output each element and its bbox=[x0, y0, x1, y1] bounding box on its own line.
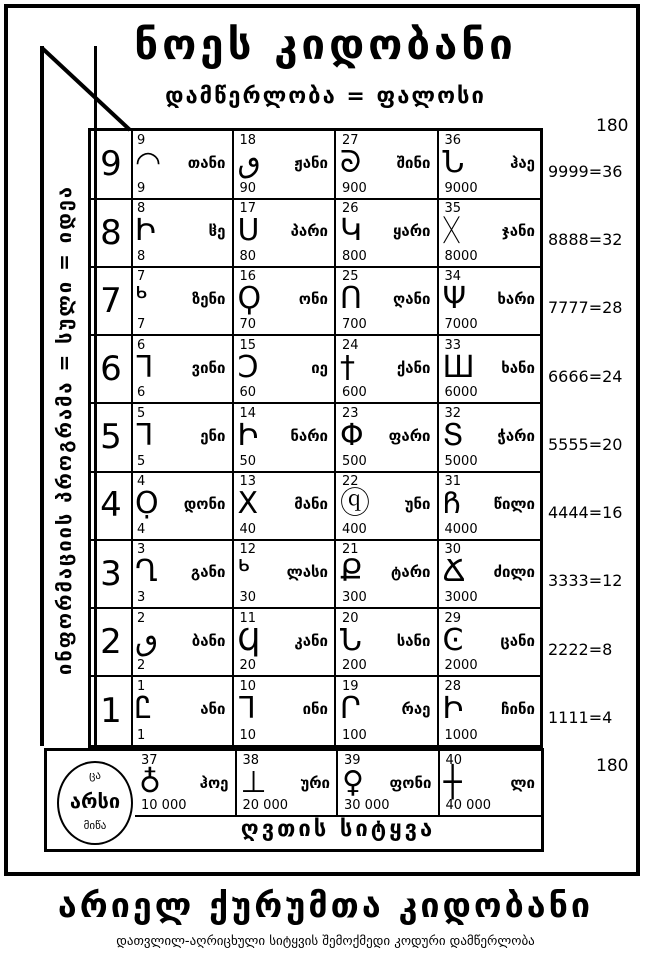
letter-index: 21 bbox=[342, 542, 359, 558]
letter-value: 500 bbox=[342, 453, 367, 469]
letter-name: ჰაე bbox=[510, 154, 535, 172]
letter-index: 30 bbox=[444, 542, 462, 558]
letter-value: 50 bbox=[239, 453, 257, 469]
total-top: 180 bbox=[596, 116, 629, 136]
letter-glyph: ⵝ bbox=[237, 486, 259, 522]
letter-cell bbox=[336, 472, 439, 539]
badge-bottom: მიწა bbox=[83, 819, 107, 832]
row-number: 5 bbox=[91, 404, 133, 471]
row-number: 2 bbox=[91, 609, 133, 676]
letter-cell bbox=[336, 267, 439, 334]
letter-index: 28 bbox=[444, 678, 462, 694]
letter-glyph: ٯ bbox=[135, 622, 159, 658]
letter-index: 16 bbox=[239, 269, 257, 285]
row-sum: 3333=12 bbox=[548, 571, 623, 591]
letter-value: 6000 bbox=[444, 385, 478, 401]
row-sum: 8888=32 bbox=[548, 230, 623, 250]
letter-index: 11 bbox=[239, 610, 257, 626]
letter-cell bbox=[131, 677, 234, 746]
badge-middle: არსი bbox=[69, 789, 121, 813]
letter-cell bbox=[439, 677, 542, 746]
letter-glyph: ᘐ bbox=[340, 145, 362, 180]
letter-cell bbox=[439, 472, 542, 539]
bottom-cells bbox=[135, 751, 541, 817]
letter-name: ღანი bbox=[393, 290, 431, 309]
letter-name: ჱე bbox=[208, 222, 226, 241]
letter-glyph: ◠ bbox=[135, 145, 162, 180]
letter-index: 8 bbox=[137, 201, 146, 217]
total-bottom: 180 bbox=[596, 756, 629, 776]
row-sum: 7777=28 bbox=[548, 298, 623, 318]
letter-grid bbox=[88, 128, 543, 748]
bottom-block bbox=[44, 748, 544, 852]
letter-glyph: Ϙ bbox=[237, 281, 262, 317]
row-number: 6 bbox=[91, 336, 133, 403]
letter-index: 34 bbox=[444, 269, 462, 285]
letter-glyph: † bbox=[340, 349, 355, 385]
letter-name: ჩინი bbox=[501, 699, 535, 718]
letter-glyph: Ի bbox=[135, 213, 156, 249]
letter-index: 5 bbox=[137, 405, 146, 421]
row-sum: 4444=16 bbox=[548, 503, 623, 523]
letter-cell bbox=[131, 199, 234, 266]
letter-name: წილი bbox=[493, 495, 535, 514]
letter-glyph: Ի bbox=[237, 417, 259, 453]
letter-value: 700 bbox=[342, 317, 367, 333]
letter-value: 7 bbox=[137, 317, 146, 333]
letter-glyph: Ш bbox=[442, 349, 475, 385]
letter-cell bbox=[234, 336, 337, 403]
letter-glyph: ᒣ bbox=[135, 349, 154, 385]
grid-row bbox=[91, 267, 540, 336]
letter-value: 3 bbox=[137, 590, 146, 606]
letter-glyph: Կ bbox=[340, 213, 362, 249]
bottom-letter-cell bbox=[338, 751, 440, 815]
letter-name: ლი bbox=[510, 774, 535, 792]
letter-glyph: Ꮭ bbox=[135, 690, 152, 726]
letter-index: 39 bbox=[344, 753, 361, 768]
letter-value: 30 000 bbox=[344, 798, 390, 813]
letter-value: 600 bbox=[342, 385, 367, 401]
letter-index: 37 bbox=[141, 753, 158, 768]
letter-name: უნი bbox=[404, 495, 431, 514]
letter-glyph: ᒃ bbox=[135, 281, 148, 317]
side-label: ინფორმაციის პროგრამა = სული = იდეა bbox=[52, 185, 76, 675]
letter-cell bbox=[131, 609, 234, 676]
letter-glyph: ♀ bbox=[342, 765, 364, 800]
letter-value: 4000 bbox=[444, 521, 478, 537]
letter-value: 1000 bbox=[444, 728, 478, 744]
footer-subtitle: დათვლილ-აღრიცხული სიტყვის შემოქმედი კოდური დამწერლობა bbox=[116, 934, 535, 949]
letter-name: ჰოე bbox=[199, 774, 229, 792]
bottom-letter-cell bbox=[237, 751, 339, 815]
letter-value: 1 bbox=[137, 728, 146, 744]
letter-name: ხანი bbox=[501, 358, 535, 377]
letter-cell bbox=[131, 472, 234, 539]
letter-value: 100 bbox=[342, 728, 367, 744]
letter-index: 15 bbox=[239, 337, 257, 353]
letter-index: 32 bbox=[444, 405, 462, 421]
letter-index: 14 bbox=[239, 405, 257, 421]
letter-index: 22 bbox=[342, 474, 359, 490]
letter-glyph: Ͻ bbox=[237, 349, 259, 385]
letter-value: 2000 bbox=[444, 658, 478, 674]
row-number: 3 bbox=[91, 540, 133, 607]
letter-value: 6 bbox=[137, 385, 146, 401]
letter-name: ხარი bbox=[497, 290, 535, 309]
letter-cell bbox=[234, 267, 337, 334]
letter-glyph: Ն bbox=[442, 145, 465, 180]
letter-cell bbox=[234, 199, 337, 266]
letter-cell bbox=[336, 336, 439, 403]
grid-row bbox=[91, 540, 540, 609]
letter-name: ონი bbox=[298, 290, 328, 309]
letter-index: 10 bbox=[239, 678, 257, 694]
letter-index: 31 bbox=[444, 474, 462, 490]
letter-value: 5 bbox=[137, 453, 146, 469]
letter-cell bbox=[131, 404, 234, 471]
letter-name: ზენი bbox=[191, 290, 226, 309]
letter-glyph: Ո bbox=[340, 281, 362, 317]
letter-cell bbox=[234, 540, 337, 607]
letter-glyph: Ọ bbox=[135, 486, 159, 522]
letter-glyph: Ս bbox=[237, 213, 260, 249]
letter-name: მანი bbox=[294, 495, 328, 514]
letter-cell bbox=[439, 540, 542, 607]
row-sum: 2222=8 bbox=[548, 639, 613, 659]
row-sum: 5555=20 bbox=[548, 434, 623, 454]
letter-index: 38 bbox=[242, 753, 260, 768]
letter-name: პარი bbox=[290, 222, 328, 241]
letter-name: ინი bbox=[302, 699, 328, 718]
letter-cell bbox=[131, 267, 234, 334]
letter-value: 9 bbox=[137, 180, 146, 196]
letter-cell bbox=[234, 131, 337, 198]
letter-value: 8000 bbox=[444, 248, 478, 264]
letter-index: 3 bbox=[137, 542, 146, 558]
letter-value: 10 000 bbox=[141, 798, 187, 813]
letter-cell bbox=[336, 404, 439, 471]
letter-name: ლასი bbox=[286, 563, 328, 582]
grid-row bbox=[91, 609, 540, 678]
page-title: ნოეს კიდობანი bbox=[134, 20, 517, 69]
row-number: 4 bbox=[91, 472, 133, 539]
letter-value: 400 bbox=[342, 521, 367, 537]
bottom-letter-cell bbox=[440, 751, 542, 815]
letter-name: ქანი bbox=[396, 358, 431, 377]
letter-value: 20 bbox=[239, 658, 257, 674]
letter-cell bbox=[336, 677, 439, 746]
letter-glyph: Φ bbox=[340, 417, 364, 453]
letter-cell bbox=[439, 267, 542, 334]
letter-glyph: ♁ bbox=[139, 765, 161, 800]
letter-cell bbox=[439, 404, 542, 471]
letter-glyph: ᚷ bbox=[442, 213, 461, 249]
letter-index: 25 bbox=[342, 269, 359, 285]
letter-value: 5000 bbox=[444, 453, 478, 469]
letter-name: განი bbox=[190, 563, 226, 582]
letter-glyph: Տ bbox=[442, 417, 464, 453]
page-subtitle: დამწერლობა = ფალოსი bbox=[165, 84, 486, 109]
letter-value: 800 bbox=[342, 248, 367, 264]
grid-row bbox=[91, 131, 540, 200]
letter-name: ჯანი bbox=[501, 222, 535, 241]
letter-value: 3000 bbox=[444, 590, 478, 606]
letter-cell bbox=[336, 540, 439, 607]
letter-index: 19 bbox=[342, 678, 359, 694]
letter-index: 23 bbox=[342, 405, 359, 421]
letter-value: 7000 bbox=[444, 317, 478, 333]
letter-glyph: ┼ bbox=[443, 765, 462, 800]
letter-cell bbox=[439, 336, 542, 403]
letter-glyph: ⊥ bbox=[240, 765, 267, 800]
letter-name: ვინი bbox=[191, 358, 226, 377]
letter-cell bbox=[439, 609, 542, 676]
letter-name: იე bbox=[311, 358, 328, 377]
letter-name: სანი bbox=[396, 631, 431, 650]
letter-name: ტარი bbox=[390, 563, 431, 582]
letter-cell bbox=[336, 609, 439, 676]
letter-index: 35 bbox=[444, 201, 462, 217]
bottom-letter-cell bbox=[135, 751, 237, 815]
letter-glyph: Ի bbox=[442, 690, 464, 726]
letter-value: 9000 bbox=[444, 180, 478, 196]
letter-value: 90 bbox=[239, 180, 257, 196]
letter-name: ცანი bbox=[500, 631, 535, 650]
letter-index: 27 bbox=[342, 133, 359, 148]
letter-index: 13 bbox=[239, 474, 257, 490]
letter-cell bbox=[131, 131, 234, 198]
letter-glyph: ᒃ bbox=[237, 554, 250, 590]
letter-value: 900 bbox=[342, 180, 367, 196]
letter-cell bbox=[439, 199, 542, 266]
letter-name: ფარი bbox=[388, 426, 431, 445]
letter-index: 1 bbox=[137, 678, 146, 694]
row-sum: 6666=24 bbox=[548, 366, 623, 386]
letter-value: 8 bbox=[137, 248, 146, 264]
letter-name: ჭარი bbox=[497, 426, 535, 445]
letter-index: 36 bbox=[444, 133, 462, 148]
letter-index: 18 bbox=[239, 133, 257, 148]
grid-row bbox=[91, 677, 540, 746]
row-number: 9 bbox=[91, 131, 133, 198]
letter-cell bbox=[336, 131, 439, 198]
letter-value: 200 bbox=[342, 658, 367, 674]
letter-glyph: Ն bbox=[340, 622, 362, 658]
letter-index: 20 bbox=[342, 610, 359, 626]
letter-name: ბანი bbox=[191, 631, 226, 650]
letter-value: 80 bbox=[239, 248, 257, 264]
letter-name: რაე bbox=[401, 699, 431, 718]
letter-glyph: Ճ bbox=[442, 554, 466, 590]
letter-name: ური bbox=[300, 774, 330, 792]
letter-value: 40 000 bbox=[445, 798, 491, 813]
letter-glyph: ⓠ bbox=[340, 486, 370, 522]
letter-index: 7 bbox=[137, 269, 146, 285]
letter-cell bbox=[234, 677, 337, 746]
letter-cell bbox=[131, 540, 234, 607]
letter-value: 60 bbox=[239, 385, 257, 401]
letter-index: 9 bbox=[137, 133, 146, 148]
letter-index: 26 bbox=[342, 201, 359, 217]
letter-glyph: Ψ bbox=[442, 281, 467, 317]
letter-value: 300 bbox=[342, 590, 367, 606]
letter-value: 2 bbox=[137, 658, 146, 674]
letter-glyph: Ր bbox=[340, 690, 361, 726]
grid-row bbox=[91, 404, 540, 473]
letter-name: დონი bbox=[183, 495, 226, 514]
letter-value: 10 bbox=[239, 728, 257, 744]
letter-name: ყარი bbox=[392, 222, 431, 241]
letter-value: 30 bbox=[239, 590, 257, 606]
letter-glyph: ᒣ bbox=[237, 690, 256, 726]
letter-cell bbox=[131, 336, 234, 403]
letter-index: 29 bbox=[444, 610, 462, 626]
letter-index: 6 bbox=[137, 337, 146, 353]
footer-title: არიელ ქურუმთა კიდობანი bbox=[57, 886, 594, 926]
letter-name: თანი bbox=[187, 154, 226, 172]
letter-cell bbox=[234, 609, 337, 676]
row-number: 1 bbox=[91, 677, 133, 746]
letter-name: ენი bbox=[200, 426, 226, 445]
letter-name: ჟანი bbox=[294, 154, 328, 172]
letter-name: ფონი bbox=[389, 774, 432, 792]
letter-name: კანი bbox=[294, 631, 328, 650]
letter-value: 20 000 bbox=[242, 798, 288, 813]
letter-glyph: ٯ bbox=[237, 145, 261, 180]
letter-name: ანი bbox=[200, 699, 226, 718]
letter-index: 33 bbox=[444, 337, 462, 353]
row-sum: 1111=4 bbox=[548, 707, 613, 727]
badge-top: ცა bbox=[89, 769, 101, 782]
grid-row bbox=[91, 472, 540, 541]
letter-glyph: Ჩ bbox=[442, 486, 462, 522]
letter-glyph: Ϥ bbox=[237, 622, 261, 658]
letter-cell bbox=[234, 472, 337, 539]
letter-cell bbox=[234, 404, 337, 471]
letter-glyph: Ͼ bbox=[442, 622, 464, 658]
letter-index: 12 bbox=[239, 542, 257, 558]
row-number: 7 bbox=[91, 267, 133, 334]
row-number: 8 bbox=[91, 199, 133, 266]
letter-glyph: Ղ bbox=[135, 554, 158, 590]
letter-value: 70 bbox=[239, 317, 257, 333]
letter-value: 4 bbox=[137, 521, 146, 537]
letter-name: შინი bbox=[396, 154, 431, 172]
grid-row bbox=[91, 199, 540, 268]
letter-glyph: Ք bbox=[340, 554, 363, 590]
letter-index: 17 bbox=[239, 201, 257, 217]
sky-earth-badge bbox=[57, 761, 133, 845]
letter-index: 40 bbox=[445, 753, 463, 768]
grid-row bbox=[91, 336, 540, 405]
bottom-caption: ღვთის სიტყვა bbox=[240, 817, 436, 842]
letter-cell bbox=[336, 199, 439, 266]
letter-name: ნარი bbox=[290, 426, 328, 445]
letter-index: 24 bbox=[342, 337, 359, 353]
letter-name: ძილი bbox=[493, 563, 535, 582]
letter-value: 40 bbox=[239, 521, 257, 537]
letter-index: 4 bbox=[137, 474, 146, 490]
letter-index: 2 bbox=[137, 610, 146, 626]
row-sum: 9999=36 bbox=[548, 162, 623, 181]
letter-glyph: ᒣ bbox=[135, 417, 154, 453]
letter-cell bbox=[439, 131, 542, 198]
